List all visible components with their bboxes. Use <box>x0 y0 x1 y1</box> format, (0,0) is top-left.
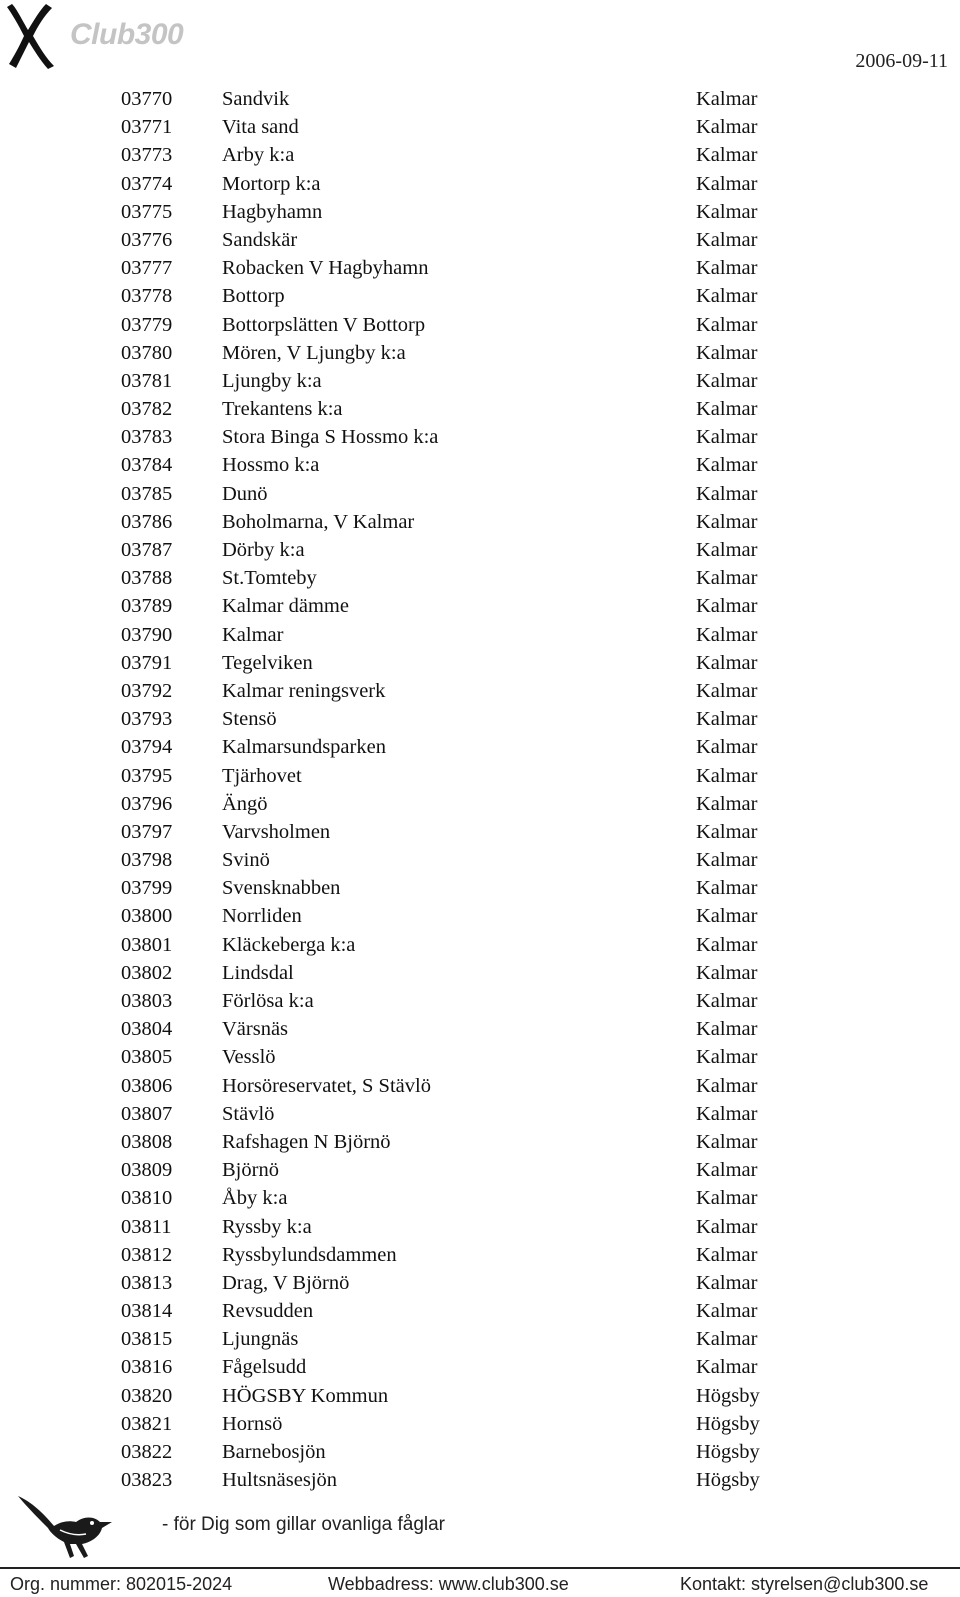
table-row <box>0 311 960 339</box>
table-row <box>0 395 960 423</box>
table-row <box>0 959 960 987</box>
site-name: Trekantens k:a <box>222 398 343 421</box>
site-kommun: Kalmar <box>696 454 758 477</box>
site-kommun: Kalmar <box>696 990 758 1012</box>
table-row <box>0 902 960 930</box>
site-kommun: Kalmar <box>696 369 758 392</box>
table-row <box>0 592 960 620</box>
site-kommun: Kalmar <box>696 1187 758 1210</box>
site-code: 03823 <box>121 1469 173 1492</box>
site-name: Kalmar dämme <box>222 595 349 618</box>
table-row <box>0 1072 960 1100</box>
site-kommun: Högsby <box>696 1469 760 1492</box>
site-name: Arby k:a <box>222 144 295 167</box>
table-row <box>0 1043 960 1071</box>
site-name: Björnö <box>222 1159 279 1182</box>
site-name: Svinö <box>222 849 270 872</box>
table-row <box>0 1156 960 1184</box>
site-code: 03816 <box>121 1356 173 1379</box>
site-code: 03810 <box>121 1187 173 1210</box>
footer-tagline: - för Dig som gillar ovanliga fåglar <box>162 1514 446 1535</box>
logo-text: Club300 <box>70 18 184 51</box>
site-kommun: Kalmar <box>696 764 758 787</box>
site-code: 03784 <box>121 454 173 477</box>
table-row <box>0 1438 960 1466</box>
table-row <box>0 649 960 677</box>
site-name: Kalmar reningsverk <box>222 679 386 702</box>
contact-email: Kontakt: styrelsen@club300.se <box>680 1574 929 1594</box>
site-code: 03797 <box>121 820 173 843</box>
table-row <box>0 1466 960 1494</box>
table-row <box>0 733 960 761</box>
site-code: 03778 <box>121 285 173 308</box>
site-code: 03806 <box>121 1074 173 1097</box>
site-kommun: Kalmar <box>696 88 758 110</box>
site-name: Barnebosjön <box>222 1441 326 1463</box>
table-row <box>0 790 960 818</box>
site-code: 03773 <box>121 144 173 167</box>
site-name: Norrliden <box>222 905 302 928</box>
site-kommun: Kalmar <box>696 820 758 843</box>
site-code: 03813 <box>121 1271 173 1294</box>
site-kommun: Kalmar <box>696 426 758 449</box>
table-row <box>0 874 960 902</box>
site-name: Dunö <box>222 482 268 505</box>
site-kommun: Kalmar <box>696 905 758 928</box>
site-name: Drag, V Björnö <box>222 1271 350 1294</box>
site-kommun: Kalmar <box>696 285 758 308</box>
table-row <box>0 141 960 169</box>
site-kommun: Kalmar <box>696 200 758 223</box>
site-name: St.Tomteby <box>222 567 317 590</box>
table-row <box>0 451 960 479</box>
site-kommun: Kalmar <box>696 172 758 195</box>
page-header <box>0 0 960 80</box>
site-code: 03807 <box>121 1102 173 1125</box>
site-kommun: Kalmar <box>696 595 758 618</box>
table-row <box>0 987 960 1015</box>
table-row <box>0 226 960 254</box>
site-name: Kalmarsundsparken <box>222 736 386 759</box>
site-kommun: Kalmar <box>696 1243 758 1266</box>
site-kommun: Kalmar <box>696 313 758 336</box>
site-code: 03815 <box>121 1328 173 1351</box>
site-kommun: Kalmar <box>696 679 758 702</box>
site-kommun: Kalmar <box>696 144 758 167</box>
table-row <box>0 931 960 959</box>
site-name: Kläckeberga k:a <box>222 933 356 956</box>
site-kommun: Kalmar <box>696 792 758 815</box>
site-name: Ryssbylundsdammen <box>222 1243 397 1266</box>
site-code: 03821 <box>121 1412 173 1435</box>
site-code: 03809 <box>121 1159 173 1182</box>
site-name: Vesslö <box>222 1046 276 1069</box>
table-row <box>0 1353 960 1381</box>
table-row <box>0 1297 960 1325</box>
site-code: 03789 <box>121 595 173 618</box>
site-code: 03790 <box>121 623 173 646</box>
table-row <box>0 818 960 846</box>
web-address: Webbadress: www.club300.se <box>328 1574 569 1594</box>
site-code: 03792 <box>121 679 173 702</box>
x-mark-icon <box>6 2 58 70</box>
page-footer <box>0 1492 960 1597</box>
site-code: 03796 <box>121 792 173 815</box>
table-row <box>0 113 960 141</box>
site-code: 03805 <box>121 1046 173 1069</box>
site-kommun: Kalmar <box>696 961 758 984</box>
table-row <box>0 846 960 874</box>
site-code: 03808 <box>121 1130 173 1153</box>
site-kommun: Kalmar <box>696 623 758 646</box>
table-row <box>0 762 960 790</box>
site-name: Tegelviken <box>222 651 313 674</box>
site-code: 03775 <box>121 200 173 223</box>
site-name: Stora Binga S Hossmo k:a <box>222 426 439 449</box>
site-kommun: Kalmar <box>696 1159 758 1182</box>
site-kommun: Kalmar <box>696 1074 758 1097</box>
site-code: 03795 <box>121 764 173 787</box>
site-name: Stensö <box>222 708 277 731</box>
table-row <box>0 508 960 536</box>
table-row <box>0 1015 960 1043</box>
site-name: Robacken V Hagbyhamn <box>222 257 429 280</box>
site-name: Hossmo k:a <box>222 454 320 477</box>
site-kommun: Kalmar <box>696 708 758 731</box>
document-date: 2006-09-11 <box>855 50 948 72</box>
footer-divider <box>0 1567 960 1569</box>
site-name: Bottorpslätten V Bottorp <box>222 313 426 336</box>
site-kommun: Kalmar <box>696 510 758 533</box>
site-code: 03788 <box>121 567 173 590</box>
table-row <box>0 621 960 649</box>
site-kommun: Kalmar <box>696 1215 758 1238</box>
site-name: Värsnäs <box>222 1018 289 1041</box>
site-name: Mören, V Ljungby k:a <box>222 341 406 364</box>
site-code: 03800 <box>121 905 173 928</box>
site-kommun: Kalmar <box>696 228 758 251</box>
site-name: Fågelsudd <box>222 1356 307 1379</box>
site-kommun: Kalmar <box>696 341 758 364</box>
site-code: 03802 <box>121 961 173 984</box>
table-row <box>0 339 960 367</box>
site-code: 03781 <box>121 369 173 392</box>
site-code: 03799 <box>121 877 173 900</box>
site-name: Ryssby k:a <box>222 1215 312 1238</box>
site-name: Svensknabben <box>222 877 341 900</box>
site-code: 03822 <box>121 1441 173 1463</box>
site-name: Hultsnäsesjön <box>222 1469 338 1492</box>
site-kommun: Kalmar <box>696 877 758 900</box>
site-code: 03782 <box>121 398 173 421</box>
site-kommun: Kalmar <box>696 257 758 280</box>
site-code: 03804 <box>121 1018 173 1041</box>
site-kommun: Kalmar <box>696 933 758 956</box>
table-row <box>0 564 960 592</box>
site-code: 03820 <box>121 1384 173 1407</box>
site-name: Lindsdal <box>222 961 294 984</box>
site-kommun: Kalmar <box>696 1046 758 1069</box>
table-row <box>0 423 960 451</box>
site-kommun: Kalmar <box>696 651 758 674</box>
site-name: Mortorp k:a <box>222 172 321 195</box>
site-name: Ljungby k:a <box>222 369 322 392</box>
table-row <box>0 1410 960 1438</box>
table-row <box>0 1241 960 1269</box>
site-name: Åby k:a <box>222 1187 288 1210</box>
table-row <box>0 282 960 310</box>
site-name: Horsöreservatet, S Stävlö <box>222 1074 431 1097</box>
site-code: 03791 <box>121 651 173 674</box>
table-row <box>0 677 960 705</box>
table-row <box>0 1325 960 1353</box>
site-code: 03770 <box>121 88 173 110</box>
site-name: Kalmar <box>222 623 284 646</box>
site-code: 03786 <box>121 510 173 533</box>
site-kommun: Högsby <box>696 1384 760 1407</box>
site-name: Stävlö <box>222 1102 275 1125</box>
site-kommun: Kalmar <box>696 1300 758 1323</box>
site-code: 03814 <box>121 1300 173 1323</box>
site-code: 03811 <box>121 1215 172 1238</box>
site-name: Varvsholmen <box>222 820 331 843</box>
site-code: 03783 <box>121 426 173 449</box>
site-kommun: Kalmar <box>696 736 758 759</box>
table-row <box>0 1382 960 1410</box>
site-name: Revsudden <box>222 1300 314 1323</box>
site-name: Boholmarna, V Kalmar <box>222 510 415 533</box>
site-kommun: Kalmar <box>696 1018 758 1041</box>
table-row <box>0 170 960 198</box>
table-row <box>0 254 960 282</box>
site-name: Ljungnäs <box>222 1328 299 1351</box>
site-code: 03803 <box>121 990 173 1012</box>
table-row <box>0 1128 960 1156</box>
site-code: 03774 <box>121 172 173 195</box>
bird-icon <box>14 1492 134 1560</box>
site-kommun: Kalmar <box>696 849 758 872</box>
site-kommun: Kalmar <box>696 116 758 139</box>
site-code: 03771 <box>121 116 173 139</box>
site-table <box>0 85 960 1494</box>
site-name: Ängö <box>222 792 268 815</box>
site-code: 03780 <box>121 341 173 364</box>
site-name: Bottorp <box>222 285 285 308</box>
site-code: 03776 <box>121 228 173 251</box>
site-name: Dörby k:a <box>222 539 305 561</box>
table-row <box>0 1100 960 1128</box>
site-name: Vita sand <box>222 116 299 139</box>
table-row <box>0 367 960 395</box>
site-kommun: Kalmar <box>696 567 758 590</box>
site-kommun: Kalmar <box>696 1130 758 1153</box>
site-code: 03777 <box>121 257 173 280</box>
table-row <box>0 198 960 226</box>
site-name: Hagbyhamn <box>222 200 323 223</box>
site-code: 03812 <box>121 1243 173 1266</box>
table-row <box>0 1213 960 1241</box>
site-kommun: Kalmar <box>696 1102 758 1125</box>
table-row <box>0 85 960 113</box>
site-code: 03785 <box>121 482 173 505</box>
org-number: Org. nummer: 802015-2024 <box>10 1574 233 1594</box>
table-row <box>0 480 960 508</box>
site-kommun: Kalmar <box>696 1271 758 1294</box>
table-row <box>0 1184 960 1212</box>
site-kommun: Kalmar <box>696 482 758 505</box>
site-name: Sandvik <box>222 88 290 110</box>
site-code: 03801 <box>121 933 173 956</box>
table-row <box>0 536 960 564</box>
site-code: 03787 <box>121 539 173 561</box>
site-kommun: Högsby <box>696 1412 760 1435</box>
site-name: HÖGSBY Kommun <box>222 1384 389 1407</box>
site-kommun: Högsby <box>696 1441 760 1463</box>
table-row <box>0 705 960 733</box>
site-kommun: Kalmar <box>696 539 758 561</box>
site-name: Sandskär <box>222 228 298 251</box>
site-kommun: Kalmar <box>696 1356 758 1379</box>
site-name: Förlösa k:a <box>222 990 314 1012</box>
site-name: Rafshagen N Björnö <box>222 1130 391 1153</box>
table-row <box>0 1269 960 1297</box>
site-kommun: Kalmar <box>696 398 758 421</box>
site-code: 03779 <box>121 313 173 336</box>
site-code: 03794 <box>121 736 173 759</box>
site-code: 03793 <box>121 708 173 731</box>
club300-logo <box>6 2 206 70</box>
site-kommun: Kalmar <box>696 1328 758 1351</box>
site-code: 03798 <box>121 849 173 872</box>
site-name: Tjärhovet <box>222 764 302 787</box>
site-name: Hornsö <box>222 1412 283 1435</box>
